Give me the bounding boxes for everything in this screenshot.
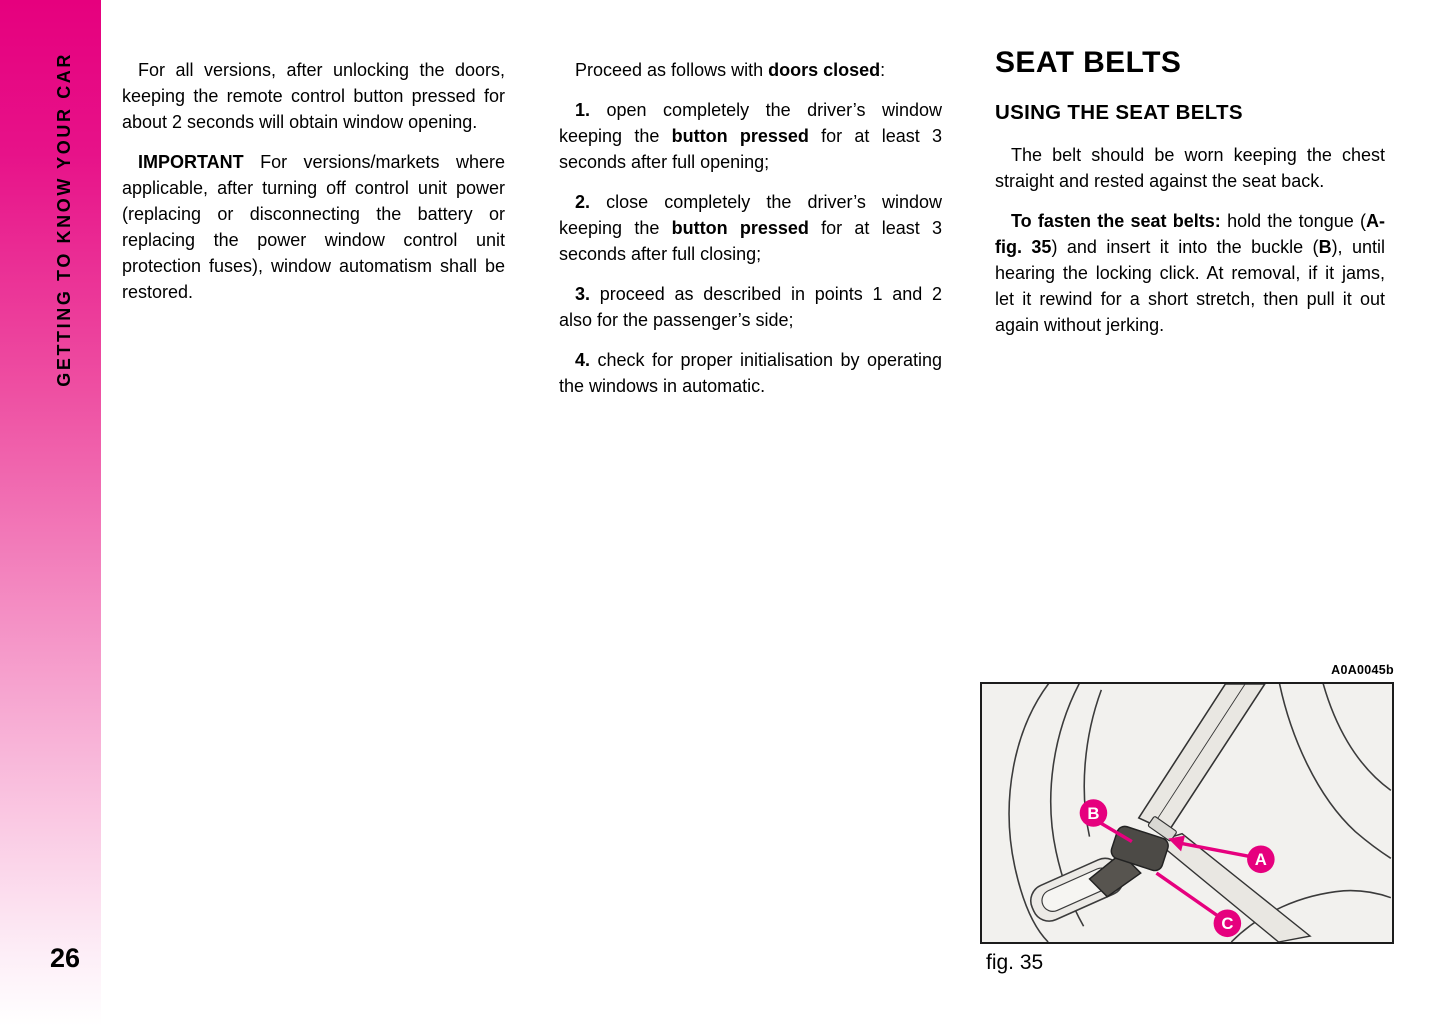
step-bold-text: button pressed <box>671 218 809 238</box>
fasten-paragraph <box>995 208 1385 338</box>
label-c-letter: C <box>1221 914 1234 934</box>
step-bold-text: button pressed <box>671 126 809 146</box>
column-right <box>995 46 1386 338</box>
intro-text: Proceed as follows with <box>575 60 769 80</box>
fasten-text-3: ), until hearing the locking click. At removal, if it jams, let it rewind for a short stretch, then pull it out again without jerking. <box>995 237 1386 335</box>
important-text: For versions/markets where applicable, after turning off control unit power (replacing or disconnecting the battery or replacing the power window control unit protection fuses), window automatism shall be restored. <box>122 152 505 302</box>
procedure-intro <box>559 57 942 83</box>
buckle <box>1090 816 1178 897</box>
column-middle <box>559 57 942 399</box>
step-number: 2. <box>575 192 591 212</box>
step-text: open completely the driver’s window keeping the <box>559 100 942 146</box>
procedure-step-3 <box>559 281 942 333</box>
paragraph-important <box>122 149 505 305</box>
belt-worn-paragraph: The belt should be worn keeping the chest straight and rested against the seat back. <box>995 145 1385 191</box>
step-number: 3. <box>575 284 591 304</box>
chapter-sidebar <box>0 0 101 1026</box>
section-title: SEAT BELTS <box>995 46 1182 79</box>
fasten-ref-a: A-fig. 35 <box>995 211 1385 257</box>
procedure-step-2 <box>559 189 942 267</box>
subsection-title: USING THE SEAT BELTS <box>995 101 1243 124</box>
fasten-lead: To fasten the seat belts: <box>1011 211 1221 231</box>
step-text-cont: for at least 3 seconds after full opening; <box>559 126 942 172</box>
column-left <box>122 57 505 305</box>
fasten-text: hold the tongue ( <box>1220 211 1366 231</box>
fasten-text-2: ) and insert it into the buckle ( <box>1051 237 1319 257</box>
page-number: 26 <box>50 943 81 973</box>
label-b-letter: B <box>1087 803 1100 823</box>
seatbelt-illustration <box>982 684 1392 942</box>
step-text: proceed as described in points 1 and 2 also for the passenger’s side; <box>559 284 942 330</box>
step-number: 4. <box>575 350 591 370</box>
paragraph-window-opening: For all versions, after unlocking the doors, keeping the remote control button pressed for about 2 seconds will obtain window opening. <box>122 60 505 132</box>
label-a-badge <box>1247 845 1275 873</box>
figure-reference-code: A0A0045b <box>1331 663 1394 677</box>
label-c-badge <box>1214 910 1242 938</box>
fasten-ref-b: B <box>1318 237 1332 257</box>
procedure-step-4 <box>559 347 942 399</box>
important-label: IMPORTANT <box>138 152 244 172</box>
belt-strap <box>1139 684 1310 942</box>
figure-caption: fig. 35 <box>986 951 1044 974</box>
figure-35 <box>980 682 1394 944</box>
step-text: close completely the driver’s window keeping the <box>559 192 942 238</box>
step-number: 1. <box>575 100 591 120</box>
label-b-badge <box>1080 799 1108 827</box>
intro-bold: doors closed <box>768 60 881 80</box>
step-text: check for proper initialisation by operating the windows in automatic. <box>559 350 942 396</box>
chapter-title-vertical: GETTING TO KNOW YOUR CAR <box>54 52 74 387</box>
procedure-step-1 <box>559 97 942 175</box>
step-text-cont: for at least 3 seconds after full closing; <box>559 218 942 264</box>
intro-colon: : <box>880 60 886 80</box>
label-a-letter: A <box>1254 850 1267 870</box>
